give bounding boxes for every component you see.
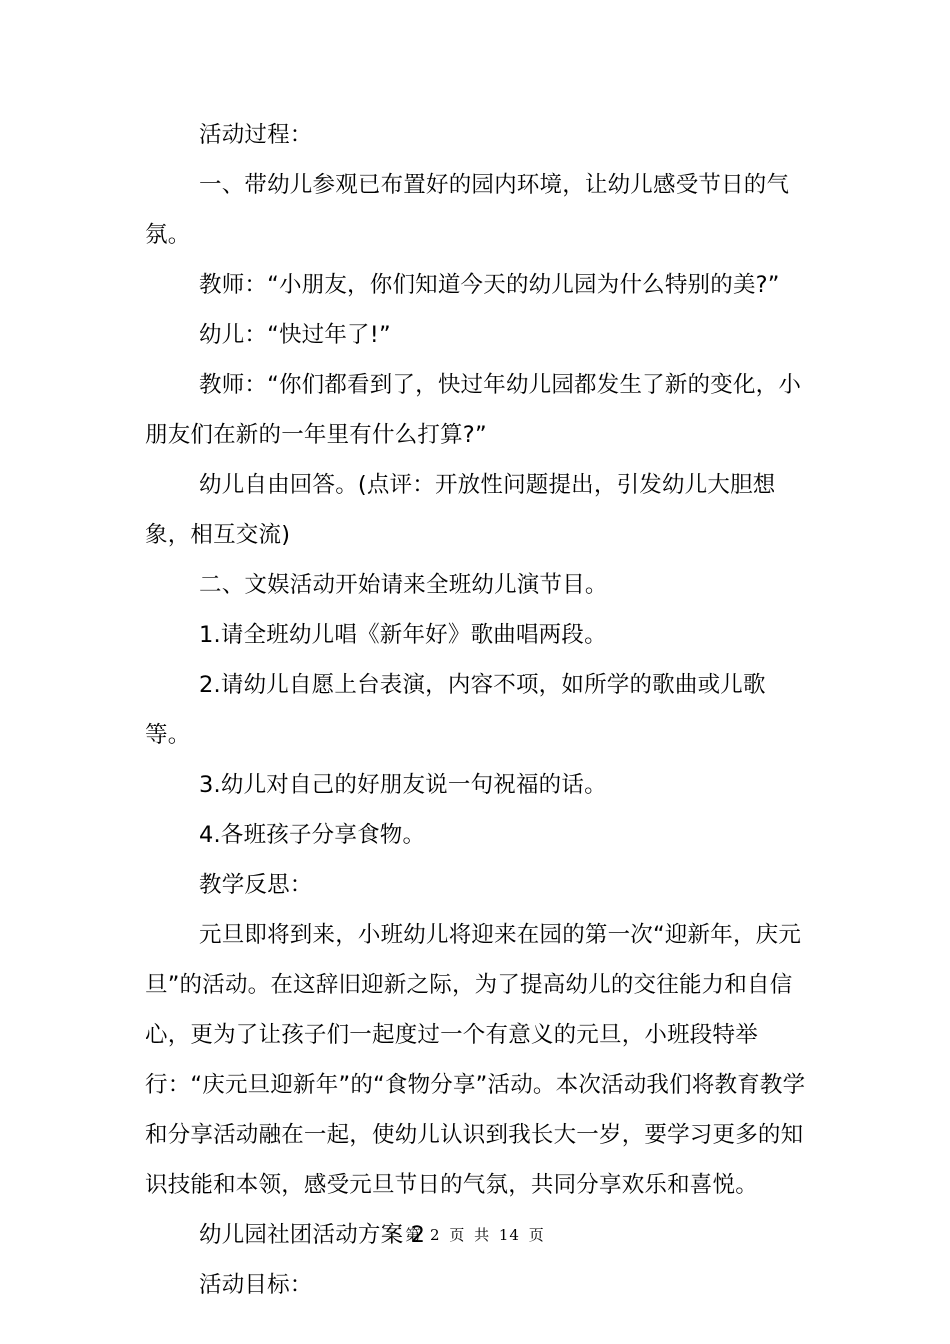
- paragraph-child-answer: 幼儿：“快过年了!”: [199, 322, 391, 348]
- paragraph-free-answer: 幼儿自由回答。(点评：开放性问题提出，引发幼儿大胆想象，相互交流): [145, 472, 776, 548]
- paragraph-reflection: 元旦即将到来，小班幼儿将迎来在园的第一次“迎新年，庆元旦”的活动。在这辞旧迎新之际，为了提高幼儿的交往能力和自信心，更为了让孩子们一起度过一个有意义的元旦，小班段特举行：“庆元旦迎新年”的“食物分享”活动。本次活动我们将教育教学和分享活动融在一起，使幼儿认识到我长大一岁，要学习更多的知识技能和本领，感受元旦节日的气氛，共同分享欢乐和喜悦。: [145, 922, 806, 1198]
- paragraph-step-two: 二、文娱活动开始请来全班幼儿演节目。: [199, 572, 608, 598]
- section-heading-reflection: 教学反思：: [199, 872, 313, 898]
- list-item-4: 4.各班孩子分享食物。: [199, 822, 426, 848]
- section-heading-plan-2: 幼儿园社团活动方案 2: [199, 1222, 426, 1248]
- list-item-2: 2.请幼儿自愿上台表演，内容不项，如所学的歌曲或儿歌等。: [145, 672, 766, 748]
- page-number-footer: 第 2 页 共 14 页: [405, 1226, 545, 1244]
- section-heading-goals: 活动目标：: [199, 1272, 313, 1298]
- paragraph-teacher-question: 教师：“小朋友，你们知道今天的幼儿园为什么特别的美?”: [199, 272, 780, 298]
- paragraph-teacher-followup: 教师：“你们都看到了，快过年幼儿园都发生了新的变化，小朋友们在新的一年里有什么打算?”: [145, 372, 802, 448]
- list-item-3: 3.幼儿对自己的好朋友说一句祝福的话。: [199, 772, 607, 798]
- list-item-1: 1.请全班幼儿唱《新年好》歌曲唱两段。: [199, 622, 607, 648]
- paragraph-step-one: 一、带幼儿参观已布置好的园内环境，让幼儿感受节日的气氛。: [145, 172, 790, 248]
- document-body: [145, 110, 810, 1310]
- section-heading-process: 活动过程：: [199, 122, 313, 148]
